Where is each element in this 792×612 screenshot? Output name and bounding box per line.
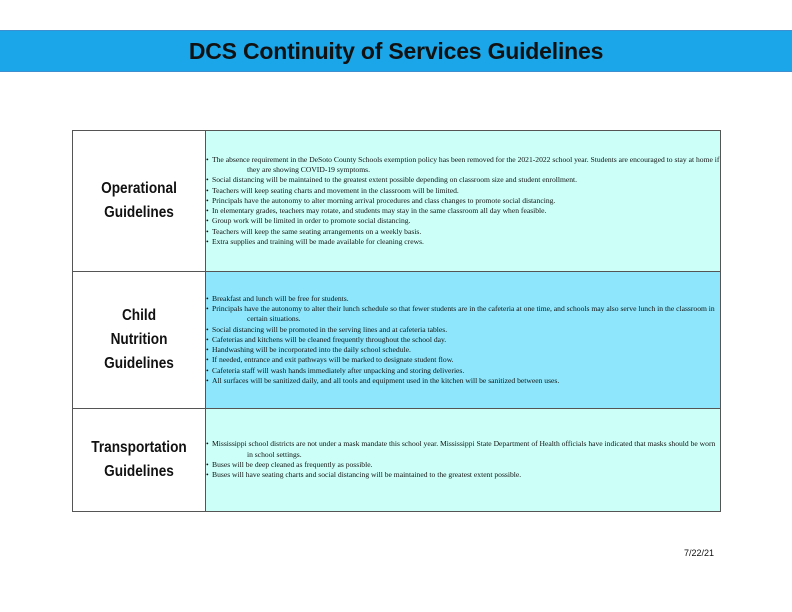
bullet-icon: • bbox=[206, 439, 209, 449]
list-item-text: Social distancing will be promoted in the serving lines and at cafeteria tables. bbox=[212, 324, 448, 334]
list-item bbox=[206, 237, 720, 247]
list-item bbox=[206, 439, 720, 460]
bullet-icon: • bbox=[206, 324, 209, 334]
list-item bbox=[206, 175, 720, 185]
bullet-icon: • bbox=[206, 206, 209, 216]
list-item bbox=[206, 355, 720, 365]
list-item bbox=[206, 376, 720, 386]
table-row bbox=[73, 272, 721, 409]
list-item-text: Group work will be limited in order to promote social distancing. bbox=[212, 216, 411, 226]
bullet-icon: • bbox=[206, 470, 209, 480]
list-item bbox=[206, 155, 720, 176]
page-title: DCS Continuity of Services Guidelines bbox=[188, 37, 604, 64]
section-label-cell bbox=[73, 409, 206, 512]
section-label: Transportation Guidelines bbox=[91, 439, 187, 480]
bullet-icon: • bbox=[206, 355, 209, 365]
list-item bbox=[206, 196, 720, 206]
bullet-icon: • bbox=[206, 216, 209, 226]
list-item-text: Buses will have seating charts and social distancing will be maintained to the greatest extent possible. bbox=[212, 470, 522, 480]
bullet-icon: • bbox=[206, 185, 209, 195]
bullet-icon: • bbox=[206, 293, 209, 303]
list-item-text: Handwashing will be incorporated into the daily school schedule. bbox=[212, 345, 411, 355]
list-item-text: Buses will be deep cleaned as frequently as possible. bbox=[212, 460, 373, 469]
list-item bbox=[206, 294, 720, 304]
bullet-list bbox=[206, 439, 720, 480]
list-item-text: Principals have the autonomy to alter their lunch schedule so that fewer students are in the cafeteria at one time, and schools may also serve lunch in the classroom in certain situations. bbox=[212, 303, 715, 324]
bullet-icon: • bbox=[206, 365, 209, 375]
bullet-icon: • bbox=[206, 175, 209, 185]
list-item-text: Cafeteria staff will wash hands immediately after unpacking and storing deliveries. bbox=[212, 365, 465, 375]
date-label: 7/22/21 bbox=[684, 548, 715, 558]
list-item bbox=[206, 335, 720, 345]
bullet-icon: • bbox=[206, 345, 209, 355]
list-item-text: Teachers will keep the same seating arrangements on a weekly basis. bbox=[212, 226, 422, 236]
bullet-icon: • bbox=[206, 195, 209, 205]
list-item bbox=[206, 460, 720, 470]
title-banner bbox=[0, 30, 792, 72]
section-content-cell bbox=[206, 272, 721, 409]
bullet-icon: • bbox=[206, 334, 209, 344]
section-content-cell bbox=[206, 131, 721, 272]
list-item-text: In elementary grades, teachers may rotate, and students may stay in the same classroom all day when feasible. bbox=[212, 206, 547, 216]
list-item bbox=[206, 470, 720, 480]
bullet-icon: • bbox=[206, 303, 209, 313]
table-row bbox=[73, 131, 721, 272]
list-item-text: If needed, entrance and exit pathways will be marked to designate student flow. bbox=[212, 355, 454, 365]
list-item-text: Cafeterias and kitchens will be cleaned frequently throughout the school day. bbox=[212, 334, 447, 344]
list-item bbox=[206, 186, 720, 196]
bullet-list bbox=[206, 294, 720, 387]
section-label-cell bbox=[73, 272, 206, 409]
table-row bbox=[73, 409, 721, 512]
bullet-icon: • bbox=[206, 154, 209, 164]
list-item-text: Extra supplies and training will be made available for cleaning crews. bbox=[212, 237, 424, 247]
list-item-text: Teachers will keep seating charts and movement in the classroom will be limited. bbox=[212, 185, 459, 195]
list-item bbox=[206, 304, 720, 325]
list-item bbox=[206, 227, 720, 237]
list-item-text: Social distancing will be maintained to the greatest extent possible depending on classroom size and student enrollment. bbox=[212, 175, 578, 185]
list-item bbox=[206, 216, 720, 226]
list-item-text: Principals have the autonomy to alter morning arrival procedures and class changes to promote social distancing. bbox=[212, 195, 556, 205]
bullet-list bbox=[206, 155, 720, 248]
bullet-icon: • bbox=[206, 226, 209, 236]
list-item-text: The absence requirement in the DeSoto County Schools exemption policy has been removed for the 2021-2022 school year. Students are encouraged to stay at home if they are showing COVID-19 symptoms. bbox=[212, 154, 720, 174]
list-item bbox=[206, 206, 720, 216]
guidelines-table bbox=[72, 130, 721, 512]
section-label-cell bbox=[73, 131, 206, 272]
section-label: Child Nutrition Guidelines bbox=[104, 307, 174, 372]
list-item bbox=[206, 325, 720, 335]
section-label: Operational Guidelines bbox=[101, 180, 177, 221]
section-content-cell bbox=[206, 409, 721, 512]
list-item-text: Breakfast and lunch will be free for students. bbox=[212, 293, 349, 303]
bullet-icon: • bbox=[206, 460, 209, 469]
bullet-icon: • bbox=[206, 237, 209, 247]
bullet-icon: • bbox=[206, 376, 209, 386]
list-item-text: All surfaces will be sanitized daily, and all tools and equipment used in the kitchen will be sanitized between uses. bbox=[212, 376, 560, 386]
list-item-text: Mississippi school districts are not under a mask mandate this school year. Mississippi State Department of Health officials have indicated that masks should be worn in school settings. bbox=[212, 439, 716, 459]
list-item bbox=[206, 366, 720, 376]
list-item bbox=[206, 345, 720, 355]
